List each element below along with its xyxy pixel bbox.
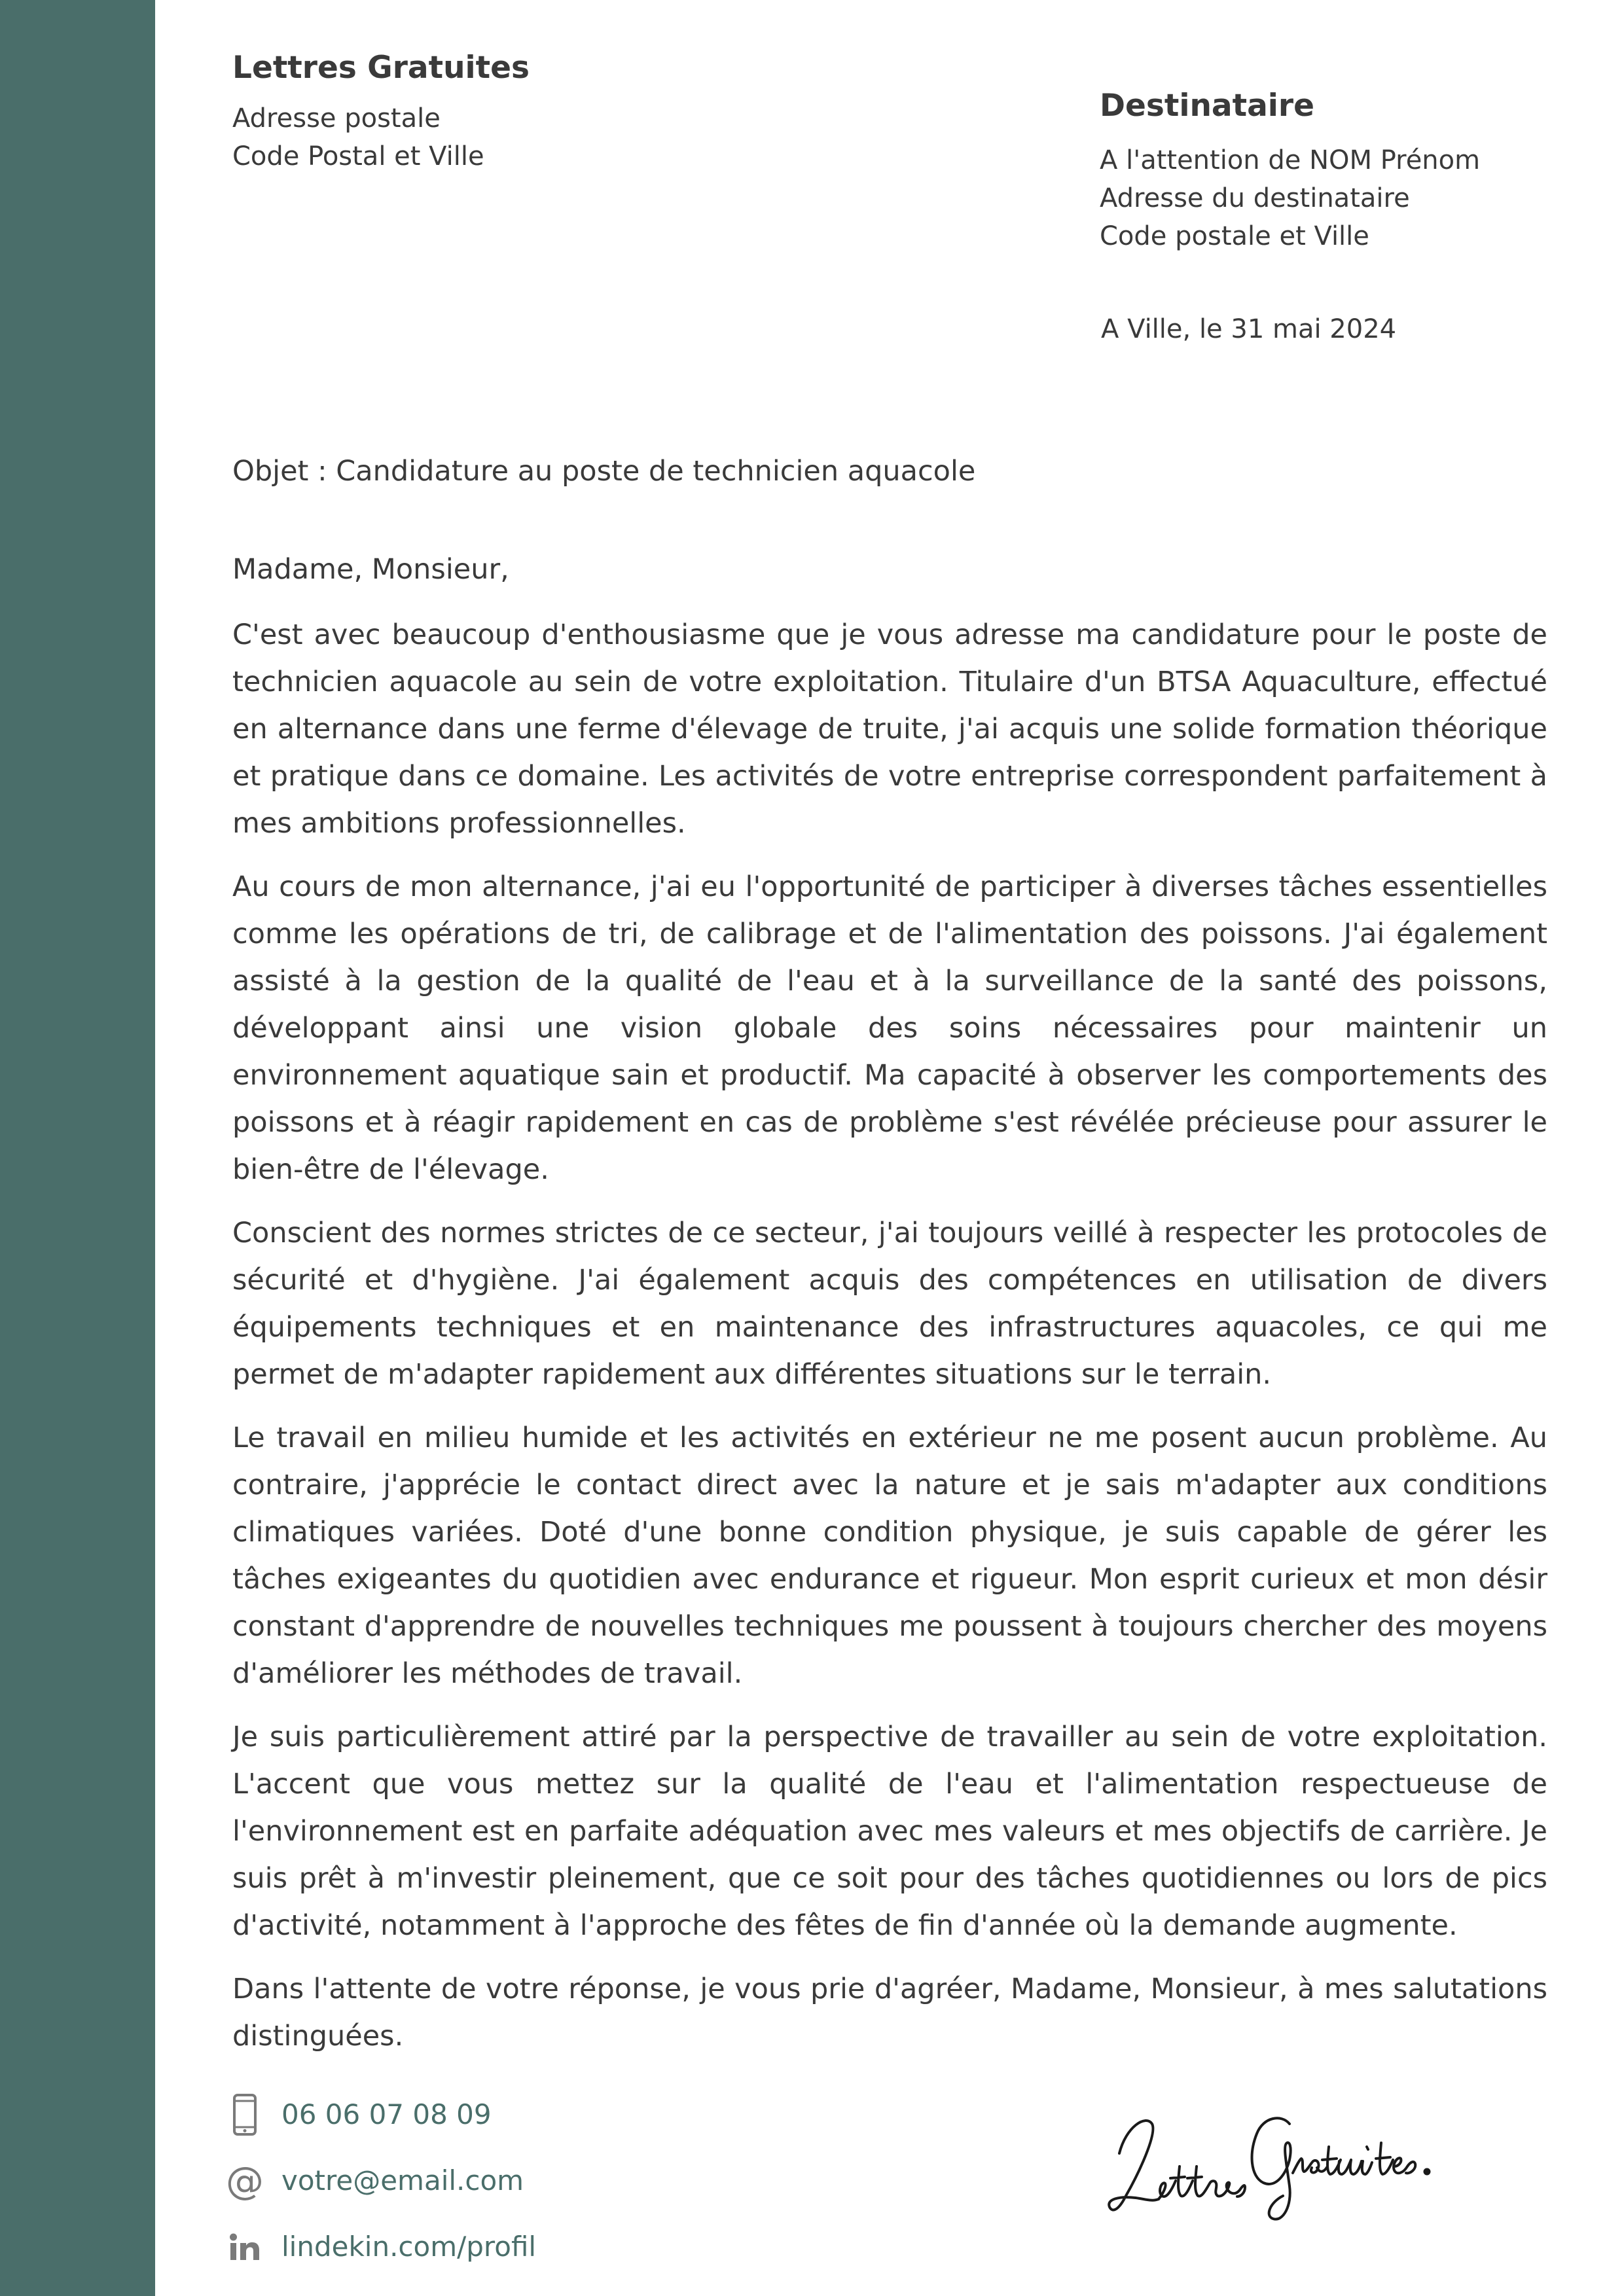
linkedin-icon xyxy=(228,2223,262,2270)
contact-linkedin-row xyxy=(228,2214,751,2280)
contact-email[interactable]: votre@email.com xyxy=(281,2164,524,2197)
body-paragraph-4: Le travail en milieu humide et les activités en extérieur ne me posent aucun problème. Au contraire, j'apprécie le contact direct avec la nature et je sais m'adapter aux conditions climatiques variées. Doté d'une bonne condition physique, je suis capable de gérer les tâches exigeantes du quotidien avec endurance et rigueur. Mon esprit curieux et mon désir constant d'apprendre de nouvelles techniques me poussent à toujours chercher des moyens d'améliorer les méthodes de travail. xyxy=(232,1422,1547,1690)
sender-block xyxy=(232,47,821,175)
contact-phone-row xyxy=(228,2081,751,2147)
body-paragraph-1: C'est avec beaucoup d'enthousiasme que je vous adresse ma candidature pour le poste de technicien aquacole au sein de votre exploitation. Titulaire d'un BTSA Aquaculture, effectué en alternance dans une ferme d'élevage de truite, j'ai acquis une solide formation théorique et pratique dans ce domaine. Les activités de votre entreprise correspondent parfaitement à mes ambitions professionnelles. xyxy=(232,619,1547,840)
sidebar-band xyxy=(0,0,155,2296)
letter-salutation: Madame, Monsieur, xyxy=(232,553,509,586)
body-paragraph-5: Je suis particulièrement attiré par la perspective de travailler au sein de votre exploitation. L'accent que vous mettez sur la qualité de l'eau et l'alimentation respectueuse de l'environnement est en parfaite adéquation avec mes valeurs et mes objectifs de carrière. Je suis prêt à m'investir pleinement, que ce soit pour des tâches quotidiennes ou lors de pics d'activité, notamment à l'approche des fêtes de fin d'année où la demande augmente. xyxy=(232,1721,1547,1942)
at-icon: @ xyxy=(226,2158,264,2203)
letter-subject: Objet : Candidature au poste de technicien aquacole xyxy=(232,455,976,488)
contact-email-row xyxy=(228,2147,751,2214)
phone-icon xyxy=(228,2091,262,2138)
body-paragraph-6: Dans l'attente de votre réponse, je vous prie d'agréer, Madame, Monsieur, à mes salutations distinguées. xyxy=(232,1973,1547,2053)
recipient-title: Destinataire xyxy=(1100,88,1314,124)
sender-address-line1: Adresse postale xyxy=(232,103,441,134)
letter-body xyxy=(232,611,1547,2076)
contact-block xyxy=(228,2081,751,2280)
sender-address-line2: Code Postal et Ville xyxy=(232,141,484,171)
body-paragraph-2: Au cours de mon alternance, j'ai eu l'opportunité de participer à diverses tâches essentielles comme les opérations de tri, de calibrage et de l'alimentation des poissons. J'ai également assisté à la gestion de la qualité de l'eau et à la surveillance de la santé des poissons, développant ainsi une vision globale des soins nécessaires pour maintenir un environnement aquatique sain et productif. Ma capacité à observer les comportements des poissons et à réagir rapidement en cas de problème s'est révélée précieuse pour assurer le bien-être de l'élevage. xyxy=(232,870,1547,1186)
recipient-block xyxy=(1100,85,1597,255)
body-paragraph-3: Conscient des normes strictes de ce secteur, j'ai toujours veillé à respecter les protocoles de sécurité et d'hygiène. J'ai également acquis des compétences en utilisation de divers équipements techniques et en maintenance des infrastructures aquacoles, ce qui me permet de m'adapter rapidement aux différentes situations sur le terrain. xyxy=(232,1217,1547,1391)
letter-date: A Ville, le 31 mai 2024 xyxy=(1101,314,1397,344)
recipient-line2: Adresse du destinataire xyxy=(1100,183,1410,213)
recipient-line1: A l'attention de NOM Prénom xyxy=(1100,145,1481,175)
recipient-line3: Code postale et Ville xyxy=(1100,221,1369,251)
contact-phone[interactable]: 06 06 07 08 09 xyxy=(281,2098,492,2130)
contact-linkedin[interactable]: lindekin.com/profil xyxy=(281,2230,537,2263)
sender-name: Lettres Gratuites xyxy=(232,50,530,86)
handwritten-signature xyxy=(1074,2062,1466,2232)
